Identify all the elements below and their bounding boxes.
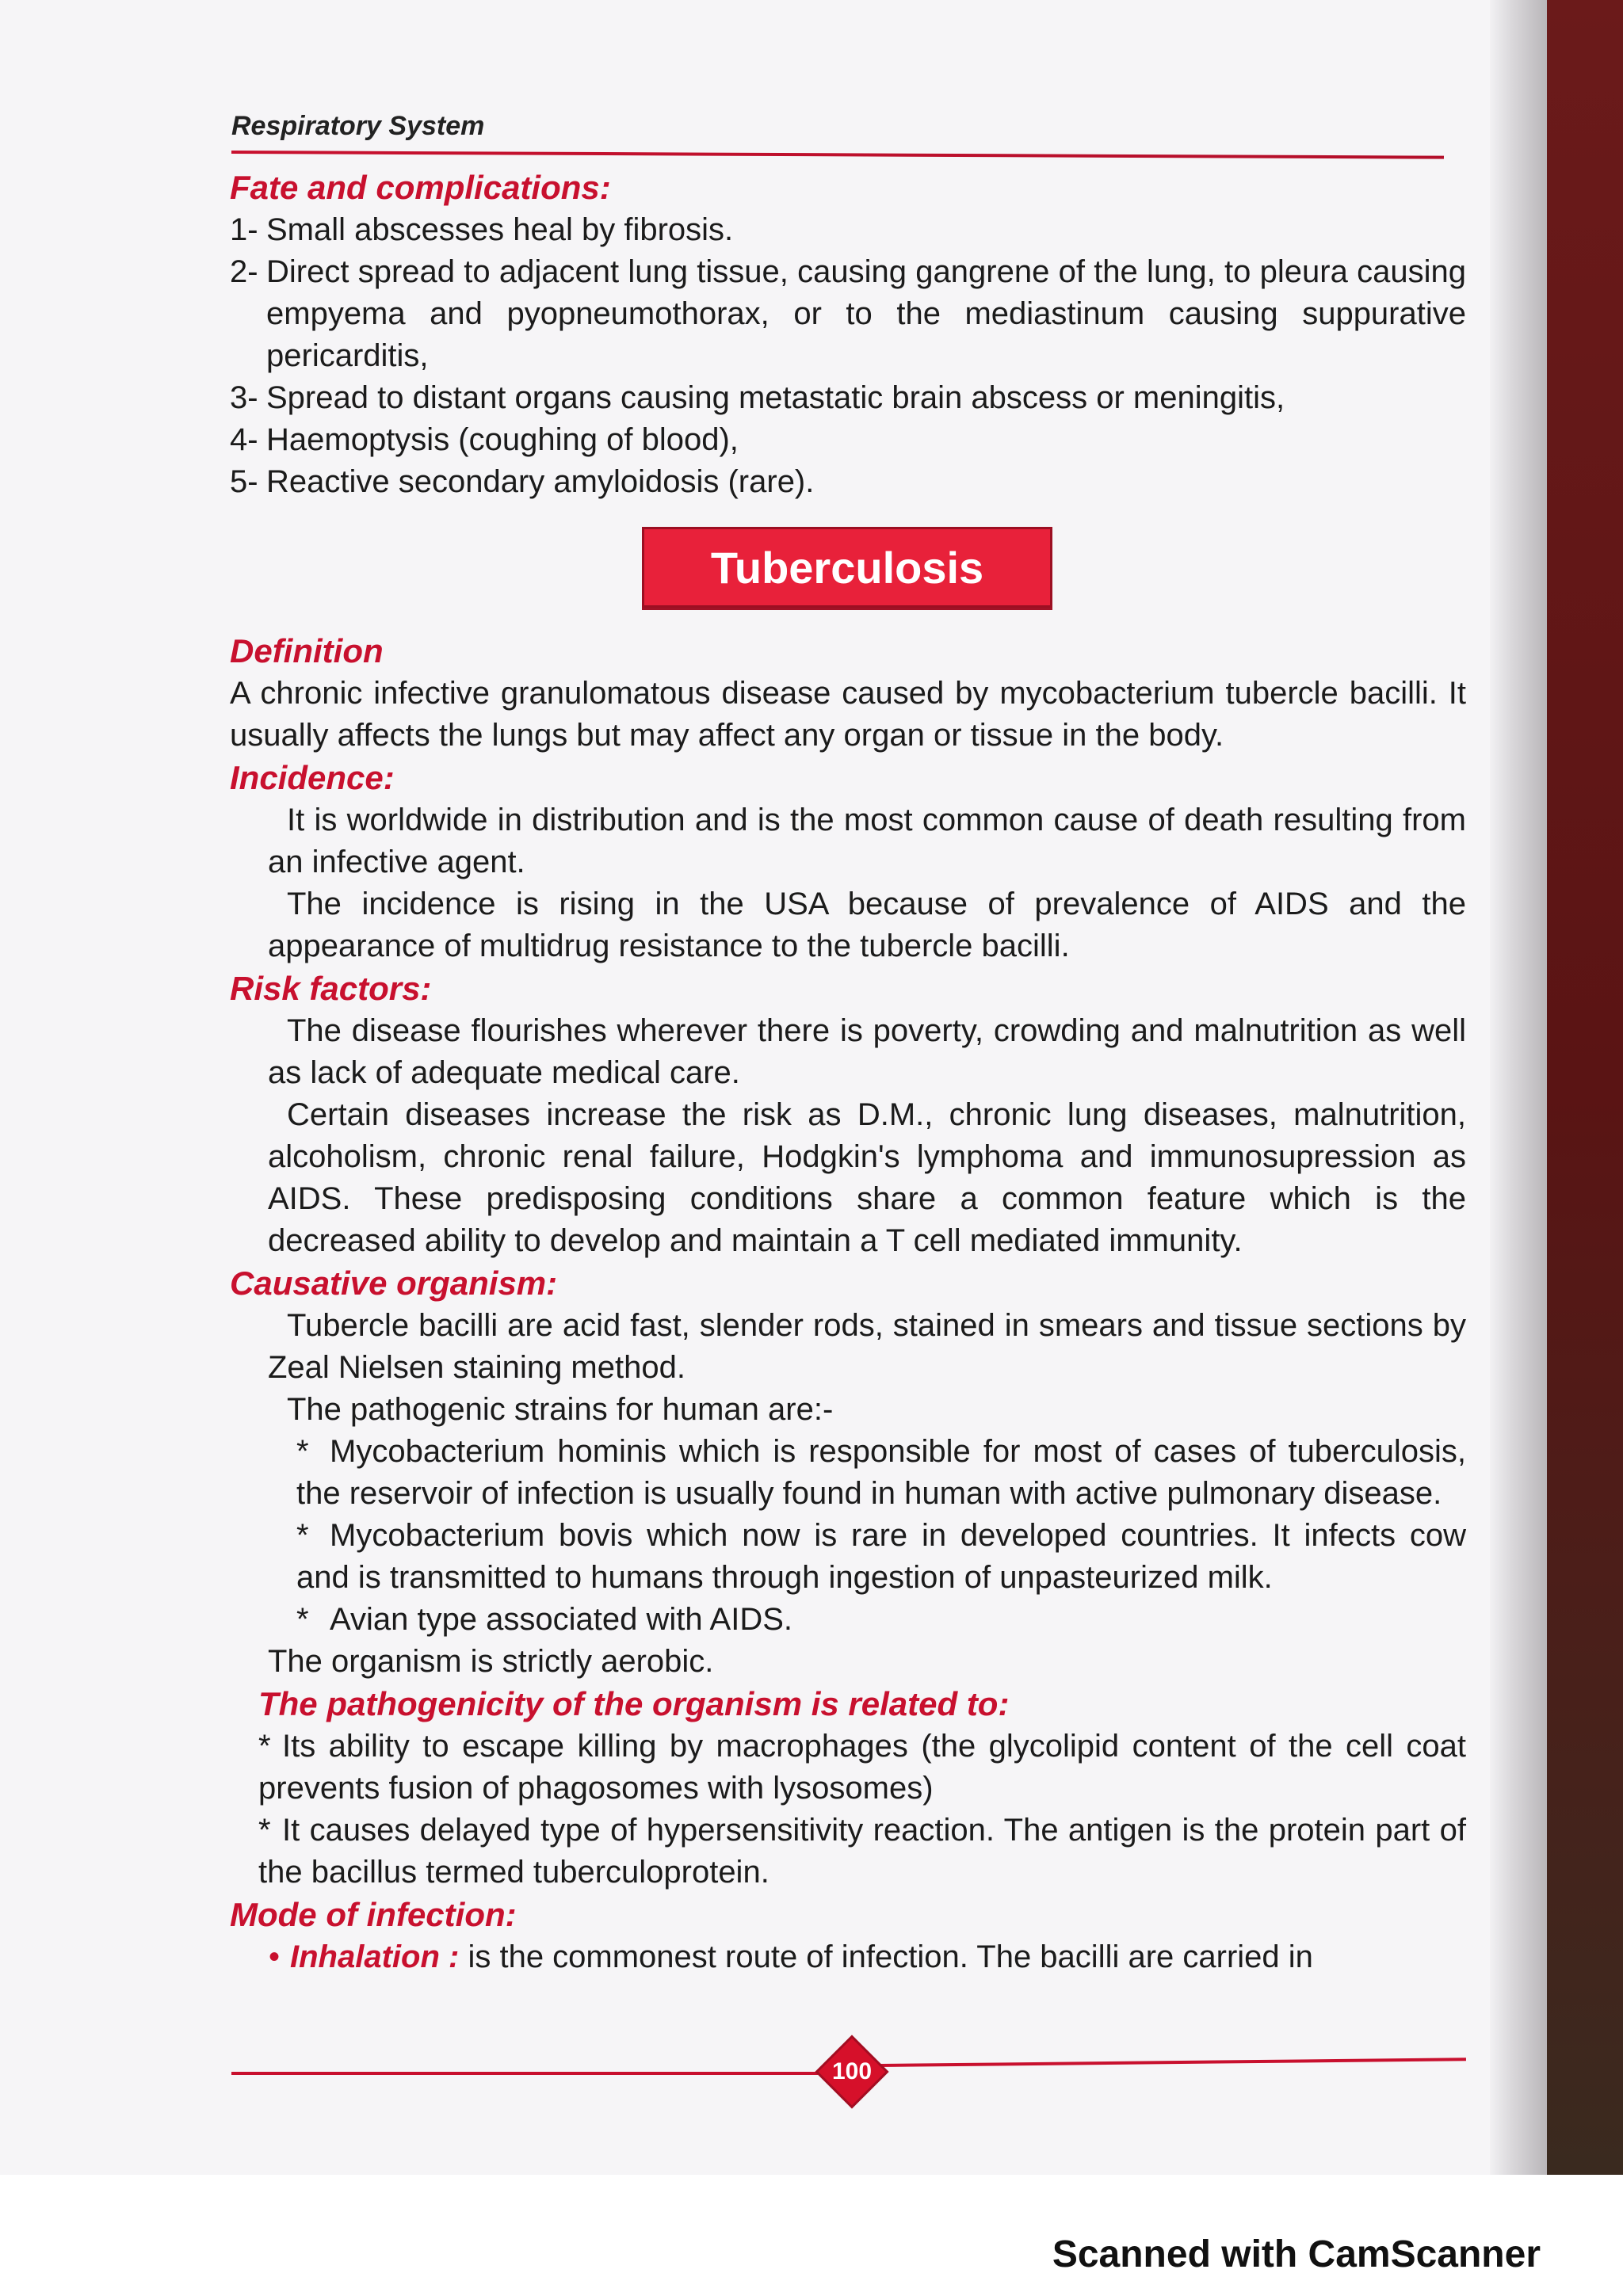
list-item: [230, 209, 1466, 251]
asterisk-icon: *: [296, 1518, 309, 1553]
list-item: [230, 377, 1466, 419]
definition-heading: Definition: [230, 632, 384, 669]
causative-paragraph-2: The pathogenic strains for human are:-: [287, 1392, 834, 1427]
list-item: [230, 1936, 1466, 1978]
fate-list: [230, 209, 1466, 503]
item-text: Reactive secondary amyloidosis (rare).: [266, 464, 815, 499]
asterisk-icon: *: [296, 1602, 309, 1637]
page-number-badge: [818, 2038, 886, 2106]
strain-list: [230, 1431, 1466, 1641]
risk-paragraph-1: The disease flourishes wherever there is poverty, crowding and malnutrition as well as lack of adequate medical care.: [268, 1013, 1466, 1090]
page-number: 100: [831, 2058, 873, 2084]
page-content: [230, 166, 1466, 1978]
list-item: [230, 251, 1466, 377]
page-edge-shadow: [1490, 0, 1547, 2175]
inhalation-label: Inhalation :: [290, 1939, 460, 1974]
definition-text: A chronic infective granulomatous disease caused by mycobacterium tubercle bacilli. It usually affects the lungs but may affect any organ or tissue in the body.: [230, 676, 1466, 753]
item-number: 1-: [230, 212, 258, 247]
list-item: [296, 1431, 1466, 1515]
item-number: 2-: [230, 254, 258, 289]
fate-heading: Fate and complications:: [230, 169, 611, 206]
list-item: [230, 461, 1466, 503]
mode-of-infection-heading: Mode of infection:: [230, 1896, 517, 1933]
item-text: Mycobacterium bovis which now is rare in developed countries. It infects cow and is transmitted to humans through ingestion of unpasteurized milk.: [296, 1518, 1466, 1595]
list-item: [258, 1726, 1466, 1810]
item-number: 4-: [230, 422, 258, 457]
asterisk-icon: *: [258, 1813, 271, 1848]
backdrop: [1547, 0, 1623, 2175]
incidence-heading: Incidence:: [230, 759, 395, 796]
causative-paragraph-1: Tubercle bacilli are acid fast, slender rods, stained in smears and tissue sections by Zeal Nielsen staining method.: [268, 1308, 1466, 1385]
risk-paragraph-2: Certain diseases increase the risk as D.M., chronic lung diseases, malnutrition, alcoholism, chronic renal failure, Hodgkin's lymphoma and immunosupression as AIDS. These predisposing conditions share a common feature which is the decreased ability to develop and maintain a T cell mediated immunity.: [268, 1097, 1466, 1258]
item-text: Haemoptysis (coughing of blood),: [266, 422, 739, 457]
camscanner-watermark: Scanned with CamScanner: [1052, 2233, 1541, 2275]
list-item: [296, 1515, 1466, 1599]
item-text: Avian type associated with AIDS.: [330, 1602, 793, 1637]
item-text: Mycobacterium hominis which is responsible for most of cases of tuberculosis, the reservoir of infection is usually found in human with active pulmonary disease.: [296, 1434, 1466, 1511]
section-title-box: Tuberculosis: [642, 527, 1052, 608]
asterisk-icon: *: [258, 1729, 271, 1764]
item-number: 3-: [230, 380, 258, 415]
running-head: Respiratory System: [231, 111, 485, 141]
risk-factors-heading: Risk factors:: [230, 970, 432, 1007]
pathogenicity-list: [230, 1726, 1466, 1894]
causative-paragraph-3: The organism is strictly aerobic.: [268, 1644, 714, 1679]
asterisk-icon: *: [296, 1434, 309, 1469]
item-text: Its ability to escape killing by macrophages (the glycolipid content of the cell coat prevents fusion of phagosomes with lysosomes): [258, 1729, 1466, 1806]
list-item: [258, 1810, 1466, 1894]
footer-rule-left: [231, 2072, 818, 2075]
item-text: Direct spread to adjacent lung tissue, causing gangrene of the lung, to pleura causing empyema and pyopneumothorax, or to the mediastinum causing suppurative pericarditis,: [266, 254, 1466, 373]
bullet-dot-icon: •: [268, 1939, 280, 1974]
item-number: 5-: [230, 464, 258, 499]
pathogenicity-heading: The pathogenicity of the organism is related to:: [258, 1685, 1010, 1722]
causative-organism-heading: Causative organism:: [230, 1264, 558, 1302]
list-item: [230, 419, 1466, 461]
incidence-paragraph-1: It is worldwide in distribution and is the most common cause of death resulting from an infective agent.: [268, 803, 1466, 879]
item-text: It causes delayed type of hypersensitivity reaction. The antigen is the protein part of the bacillus termed tuberculoprotein.: [258, 1813, 1466, 1890]
list-item: [296, 1599, 1466, 1641]
item-text: Small abscesses heal by fibrosis.: [266, 212, 734, 247]
item-text: Spread to distant organs causing metastatic brain abscess or meningitis,: [266, 380, 1285, 415]
section-title-area: [230, 503, 1466, 630]
item-text: is the commonest route of infection. The bacilli are carried in: [468, 1939, 1313, 1974]
incidence-paragraph-2: The incidence is rising in the USA because of prevalence of AIDS and the appearance of multidrug resistance to the tubercle bacilli.: [268, 887, 1466, 963]
